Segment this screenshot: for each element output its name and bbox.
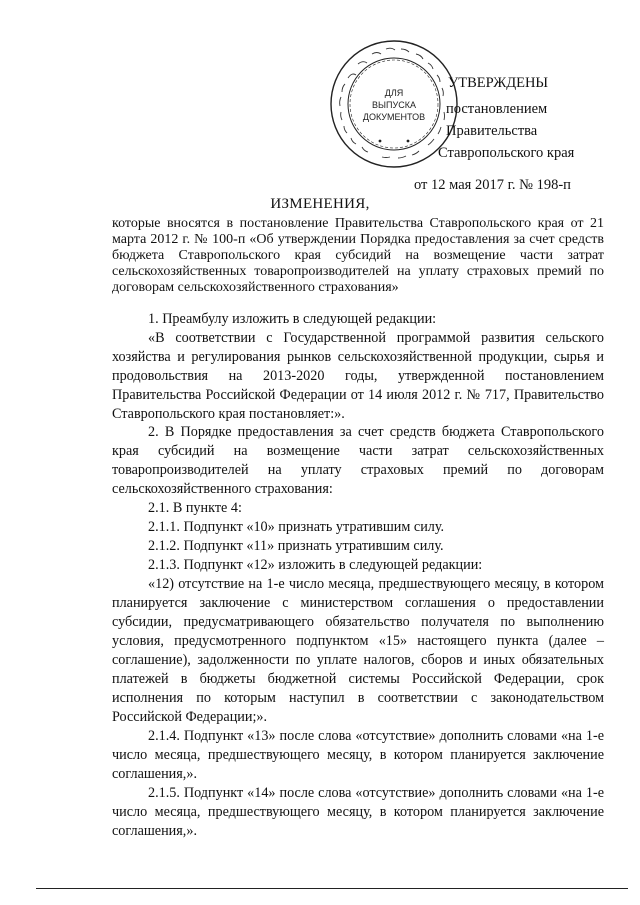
section-2-paragraph-8: 2.1.5. Подпункт «14» после слова «отсутствие» дополнить словами «на 1-е число месяца, предшествующего месяцу, в котором планируется заключение соглашения,». bbox=[112, 785, 604, 839]
stamp-line-3: ДОКУМЕНТОВ bbox=[362, 112, 426, 122]
section-1 bbox=[112, 310, 604, 424]
section-1-paragraph-1: 1. Преамбулу изложить в следующей редакции: bbox=[148, 311, 437, 327]
approval-line-3: Ставропольского края bbox=[438, 145, 575, 161]
footer-rule bbox=[36, 888, 628, 889]
section-1-paragraph-2: «В соответствии с Государственной программой развития сельского хозяйства и регулирования рынков сельскохозяйственной продукции, сырья и продовольствия на 2013-2020 годы, утвержденной постановлением Правительства Российской Федерации от 14 июля 2012 г. № 717, Правительство Ставропольского края постановляет:». bbox=[112, 330, 604, 422]
stamp-line-2: ВЫПУСКА bbox=[372, 100, 416, 110]
approval-line-4: от 12 мая 2017 г. № 198-п bbox=[414, 177, 571, 193]
approval-block bbox=[414, 72, 631, 196]
section-2-paragraph-1: 2. В Порядке предоставления за счет средств бюджета Ставропольского края субсидий на возмещение части затрат сельскохозяйственных товаропроизводителей на уплату страховых премий по договорам сельскохозяйственного страхования: bbox=[112, 424, 604, 497]
section-2-paragraph-3: 2.1.1. Подпункт «10» признать утратившим силу. bbox=[148, 519, 445, 535]
section-2-paragraph-4: 2.1.2. Подпункт «11» признать утратившим силу. bbox=[148, 538, 444, 554]
section-2 bbox=[112, 423, 604, 841]
document-title: ИЗМЕНЕНИЯ, bbox=[270, 196, 370, 212]
section-2-paragraph-6: «12) отсутствие на 1-е число месяца, предшествующего месяцу, в котором планируется заключение с министерством соглашения о предоставлении субсидии, предусматривающего обязательство получателя по выполнению условия, предусмотренного подпунктом «15» настоящего пункта (далее – соглашение), задолженности по уплате налогов, сборов и иных обязательных платежей в бюджеты бюджетной системы Российской Федерации, срок исполнения по которым наступил в соответствии с законодательством Российской Федерации;». bbox=[112, 576, 604, 725]
document-intro bbox=[112, 216, 604, 296]
approval-line-1: УТВЕРЖДЕНЫ bbox=[448, 75, 549, 91]
section-2-paragraph-7: 2.1.4. Подпункт «13» после слова «отсутствие» дополнить словами «на 1-е число месяца, предшествующего месяцу, в котором планируется заключение соглашения,». bbox=[112, 728, 604, 782]
approval-line-2: постановлением Правительства bbox=[446, 101, 548, 139]
stamp-line-1: ДЛЯ bbox=[384, 88, 404, 98]
intro-paragraph: которые вносятся в постановление Правительства Ставропольского края от 21 марта 2012 г. № 100-п «Об утверждении Порядка предоставления за счет средств бюджета Ставропольского края субсидий на возмещение части затрат сельскохозяйственных товаропроизводителей на уплату страховых премий по договорам сельскохозяйственного страхования» bbox=[112, 216, 604, 295]
section-2-paragraph-2: 2.1. В пункте 4: bbox=[148, 500, 242, 516]
section-2-paragraph-5: 2.1.3. Подпункт «12» изложить в следующей редакции: bbox=[148, 557, 483, 573]
